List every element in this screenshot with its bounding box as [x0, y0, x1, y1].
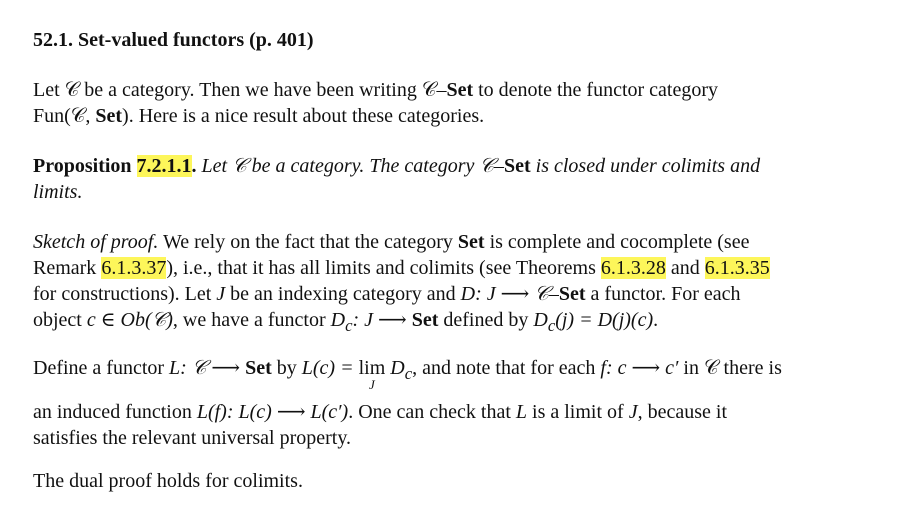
- proposition-ref-link[interactable]: 7.2.1.1: [136, 155, 192, 177]
- def-text: satisfies the relevant universal property.: [33, 427, 352, 449]
- proof-text: object: [33, 309, 87, 331]
- math-subscript: c: [345, 316, 353, 335]
- remark-ref-link[interactable]: 6.1.3.37: [101, 257, 167, 279]
- proposition-text-1: Let 𝒞 be a category. The category 𝒞–: [196, 155, 504, 177]
- set-term: Set: [503, 155, 531, 177]
- def-text: , because it: [637, 401, 727, 423]
- set-term: Set: [457, 231, 485, 253]
- intro-paragraph: [33, 77, 863, 129]
- math-symbol: D: [533, 309, 548, 331]
- limit-subscript: J: [369, 377, 375, 392]
- set-term: Set: [446, 79, 474, 101]
- intro-text-2: to denote the functor category: [473, 79, 719, 101]
- math-expression: D: J ⟶ 𝒞–: [460, 283, 559, 305]
- def-text: an induced function: [33, 401, 197, 423]
- proposition-paragraph: [33, 153, 863, 205]
- proposition-label: Proposition: [33, 155, 137, 177]
- proposition-text-3: limits.: [33, 181, 83, 203]
- intro-text-3: Fun(𝒞,: [33, 105, 96, 127]
- proof-text: for constructions). Let: [33, 283, 217, 305]
- proof-paragraph: [33, 229, 863, 339]
- proof-text: and: [665, 257, 705, 279]
- math-subscript: c: [547, 316, 556, 335]
- math-expression: L: 𝒞 ⟶: [169, 357, 246, 379]
- section-heading: 52.1. Set-valued functors (p. 401): [33, 29, 314, 51]
- math-symbol: L: [515, 401, 528, 423]
- math-symbol: J: [216, 283, 226, 305]
- def-text: is a limit of: [527, 401, 629, 423]
- proof-text: Remark: [33, 257, 102, 279]
- set-term: Set: [245, 357, 272, 379]
- math-expression: : J ⟶: [352, 309, 412, 331]
- intro-text-1: Let 𝒞 be a category. Then we have been writing 𝒞–: [33, 79, 447, 101]
- def-text: , and note that for each: [412, 357, 601, 379]
- proof-text: , we have a functor: [172, 309, 331, 331]
- math-symbol: D: [330, 309, 346, 331]
- proposition-text-2: is closed under colimits and: [530, 155, 761, 177]
- math-expression: L(f): L(c) ⟶ L(c′): [196, 401, 349, 423]
- definition-paragraph: [33, 355, 863, 451]
- proof-text: a functor. For each: [585, 283, 741, 305]
- math-expression: L(c) =: [301, 357, 359, 379]
- math-expression: (j) = D(j)(c): [555, 309, 654, 331]
- set-term: Set: [411, 309, 439, 331]
- limit-text: lim: [358, 357, 386, 379]
- math-symbol: J: [628, 401, 638, 423]
- intro-text-4: ). Here is a nice result about these categories.: [122, 105, 485, 127]
- proof-text: be an indexing category and: [225, 283, 461, 305]
- proof-text: defined by: [438, 309, 534, 331]
- def-text: by: [271, 357, 302, 379]
- proposition-dot: .: [191, 155, 197, 177]
- closing-paragraph: The dual proof holds for colimits.: [33, 470, 303, 492]
- math-expression: f: c ⟶ c′: [600, 357, 679, 379]
- math-subscript: c: [404, 364, 413, 383]
- set-term: Set: [558, 283, 586, 305]
- math-expression: c ∈ Ob(𝒞): [86, 309, 173, 331]
- proof-text: We rely on the fact that the category: [158, 231, 458, 253]
- proof-label: Sketch of proof.: [33, 231, 159, 253]
- proof-text: is complete and cocomplete (see: [484, 231, 750, 253]
- proof-text: .: [653, 309, 659, 331]
- theorem-ref-link[interactable]: 6.1.3.28: [600, 257, 666, 279]
- def-text: Define a functor: [33, 357, 170, 379]
- math-symbol: D: [385, 357, 405, 379]
- limit-operator: [358, 355, 386, 392]
- def-text: in 𝒞 there is: [678, 357, 782, 379]
- theorem-ref-link[interactable]: 6.1.3.35: [704, 257, 770, 279]
- proof-text: ), i.e., that it has all limits and colimits (see Theorems: [166, 257, 601, 279]
- def-text: . One can check that: [348, 401, 516, 423]
- set-term: Set: [95, 105, 123, 127]
